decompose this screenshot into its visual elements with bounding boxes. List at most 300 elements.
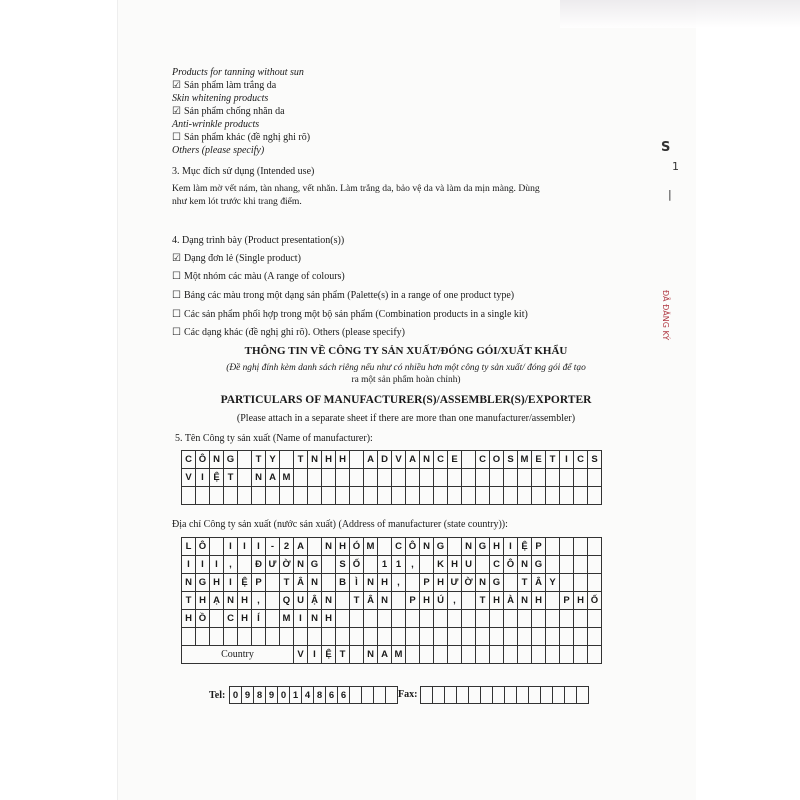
grid-cell[interactable] [350,451,364,469]
grid-cell[interactable]: Ờ [280,556,294,574]
unchecked-checkbox-icon[interactable]: ☐ [172,271,181,282]
grid-cell[interactable] [490,610,504,628]
grid-cell[interactable] [421,687,433,704]
grid-cell[interactable]: M [518,451,532,469]
grid-cell[interactable] [565,687,577,704]
grid-cell[interactable]: H [490,592,504,610]
grid-cell[interactable] [574,538,588,556]
grid-cell[interactable]: Ì [350,574,364,592]
country-cell[interactable] [504,646,518,664]
grid-cell[interactable]: H [322,451,336,469]
grid-cell[interactable]: S [588,451,602,469]
grid-cell[interactable] [266,610,280,628]
grid-cell[interactable] [560,469,574,487]
grid-cell[interactable] [392,628,406,646]
grid-cell[interactable] [588,487,602,505]
grid-cell[interactable] [574,628,588,646]
grid-cell[interactable] [490,487,504,505]
grid-cell[interactable] [490,469,504,487]
grid-cell[interactable] [406,574,420,592]
grid-cell[interactable]: T [294,451,308,469]
country-cell[interactable] [574,646,588,664]
grid-cell[interactable]: S [336,556,350,574]
grid-cell[interactable] [462,469,476,487]
grid-cell[interactable]: Đ [252,556,266,574]
country-cell[interactable] [462,646,476,664]
country-cell[interactable] [476,646,490,664]
grid-cell[interactable]: I [238,538,252,556]
grid-cell[interactable] [364,628,378,646]
grid-cell[interactable]: Ô [504,556,518,574]
grid-cell[interactable]: C [574,451,588,469]
grid-cell[interactable]: Â [364,592,378,610]
grid-cell[interactable] [588,628,602,646]
country-cell[interactable]: N [364,646,378,664]
grid-cell[interactable] [280,451,294,469]
grid-cell[interactable] [434,487,448,505]
grid-cell[interactable] [336,469,350,487]
grid-cell[interactable] [462,610,476,628]
grid-cell[interactable]: Ô [406,538,420,556]
grid-cell[interactable] [476,628,490,646]
grid-cell[interactable]: - [266,538,280,556]
grid-cell[interactable] [266,574,280,592]
grid-cell[interactable] [448,628,462,646]
grid-cell[interactable]: I [182,556,196,574]
grid-cell[interactable] [392,487,406,505]
grid-cell[interactable] [560,556,574,574]
grid-cell[interactable] [224,487,238,505]
grid-cell[interactable] [546,610,560,628]
grid-cell[interactable] [541,687,553,704]
grid-cell[interactable]: Y [546,574,560,592]
grid-cell[interactable]: 4 [302,687,314,704]
grid-cell[interactable]: I [294,610,308,628]
grid-cell[interactable] [448,469,462,487]
grid-cell[interactable] [392,469,406,487]
grid-cell[interactable]: 1 [290,687,302,704]
grid-cell[interactable]: H [336,538,350,556]
grid-cell[interactable]: H [378,574,392,592]
grid-cell[interactable] [574,487,588,505]
country-cell[interactable]: T [336,646,350,664]
grid-cell[interactable] [560,628,574,646]
manufacturer-name-grid[interactable] [181,450,602,505]
grid-cell[interactable] [560,610,574,628]
grid-cell[interactable] [476,610,490,628]
grid-cell[interactable] [504,610,518,628]
grid-cell[interactable] [504,469,518,487]
grid-cell[interactable] [493,687,505,704]
grid-cell[interactable]: I [224,538,238,556]
grid-cell[interactable] [546,592,560,610]
country-cell[interactable] [518,646,532,664]
grid-cell[interactable] [378,610,392,628]
checked-checkbox-icon[interactable]: ☑ [172,253,181,264]
grid-cell[interactable]: G [196,574,210,592]
grid-cell[interactable]: 0 [230,687,242,704]
grid-cell[interactable]: N [476,574,490,592]
grid-cell[interactable]: E [448,451,462,469]
grid-cell[interactable] [238,628,252,646]
grid-cell[interactable]: H [238,592,252,610]
grid-cell[interactable]: Ệ [518,538,532,556]
grid-cell[interactable]: H [490,538,504,556]
grid-cell[interactable]: C [182,451,196,469]
grid-cell[interactable]: , [224,556,238,574]
grid-cell[interactable] [457,687,469,704]
grid-cell[interactable]: N [378,592,392,610]
grid-cell[interactable] [322,487,336,505]
grid-cell[interactable]: Ậ [308,592,322,610]
grid-cell[interactable]: 8 [254,687,266,704]
grid-cell[interactable]: I [560,451,574,469]
grid-cell[interactable]: Q [280,592,294,610]
grid-cell[interactable]: H [196,592,210,610]
grid-cell[interactable]: G [308,556,322,574]
grid-cell[interactable]: A [406,451,420,469]
grid-cell[interactable] [577,687,589,704]
grid-cell[interactable]: Ố [588,592,602,610]
grid-cell[interactable]: C [224,610,238,628]
grid-cell[interactable] [448,487,462,505]
grid-cell[interactable] [238,451,252,469]
grid-cell[interactable] [238,469,252,487]
grid-cell[interactable] [433,687,445,704]
unchecked-checkbox-icon[interactable]: ☐ [172,290,181,301]
grid-cell[interactable] [517,687,529,704]
grid-cell[interactable] [378,538,392,556]
grid-cell[interactable]: N [224,592,238,610]
grid-cell[interactable]: 8 [314,687,326,704]
grid-cell[interactable] [462,628,476,646]
grid-cell[interactable]: Ờ [462,574,476,592]
country-cell[interactable]: V [294,646,308,664]
grid-cell[interactable]: M [280,469,294,487]
grid-cell[interactable] [210,610,224,628]
grid-cell[interactable]: G [476,538,490,556]
grid-cell[interactable]: G [224,451,238,469]
grid-cell[interactable]: H [434,574,448,592]
grid-cell[interactable]: N [322,538,336,556]
grid-cell[interactable]: H [322,610,336,628]
grid-cell[interactable]: A [266,469,280,487]
grid-cell[interactable]: T [476,592,490,610]
grid-cell[interactable] [280,628,294,646]
grid-cell[interactable]: N [294,556,308,574]
grid-cell[interactable]: N [518,592,532,610]
grid-cell[interactable]: Ư [448,574,462,592]
grid-cell[interactable] [294,487,308,505]
grid-cell[interactable]: Ó [350,538,364,556]
grid-cell[interactable] [588,556,602,574]
grid-cell[interactable]: N [308,574,322,592]
grid-cell[interactable]: D [378,451,392,469]
grid-cell[interactable]: Ệ [238,574,252,592]
grid-cell[interactable] [336,487,350,505]
grid-cell[interactable]: N [364,574,378,592]
grid-cell[interactable]: S [504,451,518,469]
grid-cell[interactable] [350,610,364,628]
country-cell[interactable] [532,646,546,664]
grid-cell[interactable]: H [336,451,350,469]
grid-cell[interactable] [362,687,374,704]
country-cell[interactable]: A [378,646,392,664]
grid-cell[interactable] [294,469,308,487]
grid-cell[interactable]: N [210,451,224,469]
grid-cell[interactable]: 2 [280,538,294,556]
grid-cell[interactable]: Y [266,451,280,469]
country-cell[interactable] [434,646,448,664]
grid-cell[interactable]: G [490,574,504,592]
grid-cell[interactable] [462,592,476,610]
grid-cell[interactable] [420,610,434,628]
grid-cell[interactable]: T [350,592,364,610]
grid-cell[interactable] [448,610,462,628]
grid-cell[interactable] [196,487,210,505]
grid-cell[interactable] [266,592,280,610]
checked-checkbox-icon[interactable]: ☑ [172,80,181,91]
grid-cell[interactable] [532,487,546,505]
grid-cell[interactable] [364,487,378,505]
grid-cell[interactable]: P [560,592,574,610]
unchecked-checkbox-icon[interactable]: ☐ [172,132,181,143]
grid-cell[interactable] [364,556,378,574]
grid-cell[interactable] [420,487,434,505]
grid-cell[interactable]: I [210,556,224,574]
grid-cell[interactable] [322,469,336,487]
country-cell[interactable]: Ệ [322,646,336,664]
grid-cell[interactable] [364,610,378,628]
grid-cell[interactable]: C [434,451,448,469]
grid-cell[interactable] [546,628,560,646]
grid-cell[interactable]: , [406,556,420,574]
grid-cell[interactable] [210,538,224,556]
grid-cell[interactable] [182,628,196,646]
grid-cell[interactable] [238,487,252,505]
grid-cell[interactable] [518,487,532,505]
grid-cell[interactable]: Ệ [210,469,224,487]
grid-cell[interactable] [546,469,560,487]
grid-cell[interactable] [546,538,560,556]
grid-cell[interactable]: P [252,574,266,592]
grid-cell[interactable]: Ố [350,556,364,574]
grid-cell[interactable]: H [574,592,588,610]
grid-cell[interactable] [588,469,602,487]
grid-cell[interactable] [336,592,350,610]
grid-cell[interactable]: I [196,556,210,574]
grid-cell[interactable]: Ồ [196,610,210,628]
grid-cell[interactable]: I [224,574,238,592]
grid-cell[interactable]: A [294,538,308,556]
grid-cell[interactable]: L [182,538,196,556]
grid-cell[interactable] [448,538,462,556]
grid-cell[interactable] [560,538,574,556]
grid-cell[interactable]: , [448,592,462,610]
country-cell[interactable] [350,646,364,664]
grid-cell[interactable] [532,469,546,487]
grid-cell[interactable] [224,628,238,646]
grid-cell[interactable] [504,574,518,592]
grid-cell[interactable]: Ạ [210,592,224,610]
grid-cell[interactable] [420,628,434,646]
grid-cell[interactable]: H [210,574,224,592]
grid-cell[interactable]: 1 [378,556,392,574]
grid-cell[interactable] [532,628,546,646]
grid-cell[interactable] [574,610,588,628]
grid-cell[interactable] [336,610,350,628]
grid-cell[interactable] [308,538,322,556]
country-cell[interactable] [588,646,602,664]
grid-cell[interactable] [476,469,490,487]
grid-cell[interactable] [386,687,398,704]
grid-cell[interactable]: E [532,451,546,469]
grid-cell[interactable]: H [532,592,546,610]
grid-cell[interactable] [420,469,434,487]
grid-cell[interactable] [266,487,280,505]
grid-cell[interactable]: G [434,538,448,556]
grid-cell[interactable] [504,628,518,646]
grid-cell[interactable]: M [280,610,294,628]
country-cell[interactable]: M [392,646,406,664]
grid-cell[interactable] [476,487,490,505]
grid-cell[interactable] [504,487,518,505]
grid-cell[interactable] [378,487,392,505]
grid-cell[interactable]: V [182,469,196,487]
grid-cell[interactable]: A [364,451,378,469]
grid-cell[interactable] [336,628,350,646]
grid-cell[interactable]: 6 [326,687,338,704]
grid-cell[interactable]: N [420,451,434,469]
grid-cell[interactable]: P [420,574,434,592]
grid-cell[interactable]: K [434,556,448,574]
country-cell[interactable]: I [308,646,322,664]
grid-cell[interactable] [210,628,224,646]
grid-cell[interactable]: P [532,538,546,556]
grid-cell[interactable]: À [504,592,518,610]
grid-cell[interactable] [196,628,210,646]
country-cell[interactable] [420,646,434,664]
grid-cell[interactable] [350,687,362,704]
grid-cell[interactable]: C [392,538,406,556]
grid-cell[interactable]: Â [294,574,308,592]
grid-cell[interactable] [308,469,322,487]
grid-cell[interactable] [560,487,574,505]
fax-grid[interactable] [420,686,589,704]
grid-cell[interactable]: Ô [196,451,210,469]
grid-cell[interactable]: M [364,538,378,556]
grid-cell[interactable] [505,687,517,704]
grid-cell[interactable] [476,556,490,574]
grid-cell[interactable]: T [182,592,196,610]
grid-cell[interactable] [481,687,493,704]
grid-cell[interactable] [406,469,420,487]
grid-cell[interactable]: 1 [392,556,406,574]
grid-cell[interactable] [252,628,266,646]
grid-cell[interactable]: N [420,538,434,556]
grid-cell[interactable] [406,487,420,505]
grid-cell[interactable]: H [182,610,196,628]
grid-cell[interactable] [266,628,280,646]
grid-cell[interactable] [406,628,420,646]
grid-cell[interactable]: V [392,451,406,469]
grid-cell[interactable] [518,469,532,487]
grid-cell[interactable] [350,628,364,646]
grid-cell[interactable]: T [280,574,294,592]
checked-checkbox-icon[interactable]: ☑ [172,106,181,117]
grid-cell[interactable]: C [476,451,490,469]
grid-cell[interactable] [518,628,532,646]
grid-cell[interactable] [469,687,481,704]
grid-cell[interactable] [434,610,448,628]
grid-cell[interactable]: 9 [242,687,254,704]
grid-cell[interactable]: T [546,451,560,469]
grid-cell[interactable] [532,610,546,628]
grid-cell[interactable]: U [294,592,308,610]
country-cell[interactable] [490,646,504,664]
grid-cell[interactable] [406,610,420,628]
grid-cell[interactable]: 9 [266,687,278,704]
grid-cell[interactable] [350,487,364,505]
grid-cell[interactable] [546,556,560,574]
grid-cell[interactable]: N [308,610,322,628]
grid-cell[interactable] [252,487,266,505]
grid-cell[interactable] [308,628,322,646]
grid-cell[interactable] [434,469,448,487]
grid-cell[interactable] [238,556,252,574]
grid-cell[interactable] [322,574,336,592]
grid-cell[interactable]: N [518,556,532,574]
unchecked-checkbox-icon[interactable]: ☐ [172,327,181,338]
grid-cell[interactable] [364,469,378,487]
tel-grid[interactable] [229,686,398,704]
grid-cell[interactable] [553,687,565,704]
grid-cell[interactable] [374,687,386,704]
grid-cell[interactable] [434,628,448,646]
grid-cell[interactable] [350,469,364,487]
grid-cell[interactable] [392,610,406,628]
grid-cell[interactable]: U [462,556,476,574]
grid-cell[interactable]: P [406,592,420,610]
grid-cell[interactable]: Ô [196,538,210,556]
grid-cell[interactable]: N [308,451,322,469]
grid-cell[interactable] [420,556,434,574]
grid-cell[interactable]: T [252,451,266,469]
grid-cell[interactable]: , [252,592,266,610]
grid-cell[interactable] [210,487,224,505]
grid-cell[interactable] [560,574,574,592]
grid-cell[interactable]: N [252,469,266,487]
grid-cell[interactable]: Ú [434,592,448,610]
grid-cell[interactable]: , [392,574,406,592]
grid-cell[interactable] [294,628,308,646]
grid-cell[interactable]: H [238,610,252,628]
grid-cell[interactable] [280,487,294,505]
grid-cell[interactable] [445,687,457,704]
grid-cell[interactable]: O [490,451,504,469]
country-cell[interactable] [406,646,420,664]
grid-cell[interactable] [574,556,588,574]
country-cell[interactable] [560,646,574,664]
grid-cell[interactable]: N [462,538,476,556]
grid-cell[interactable] [322,628,336,646]
grid-cell[interactable] [378,469,392,487]
grid-cell[interactable] [574,574,588,592]
grid-cell[interactable]: I [504,538,518,556]
grid-cell[interactable]: Í [252,610,266,628]
grid-cell[interactable] [588,538,602,556]
grid-cell[interactable]: N [322,592,336,610]
